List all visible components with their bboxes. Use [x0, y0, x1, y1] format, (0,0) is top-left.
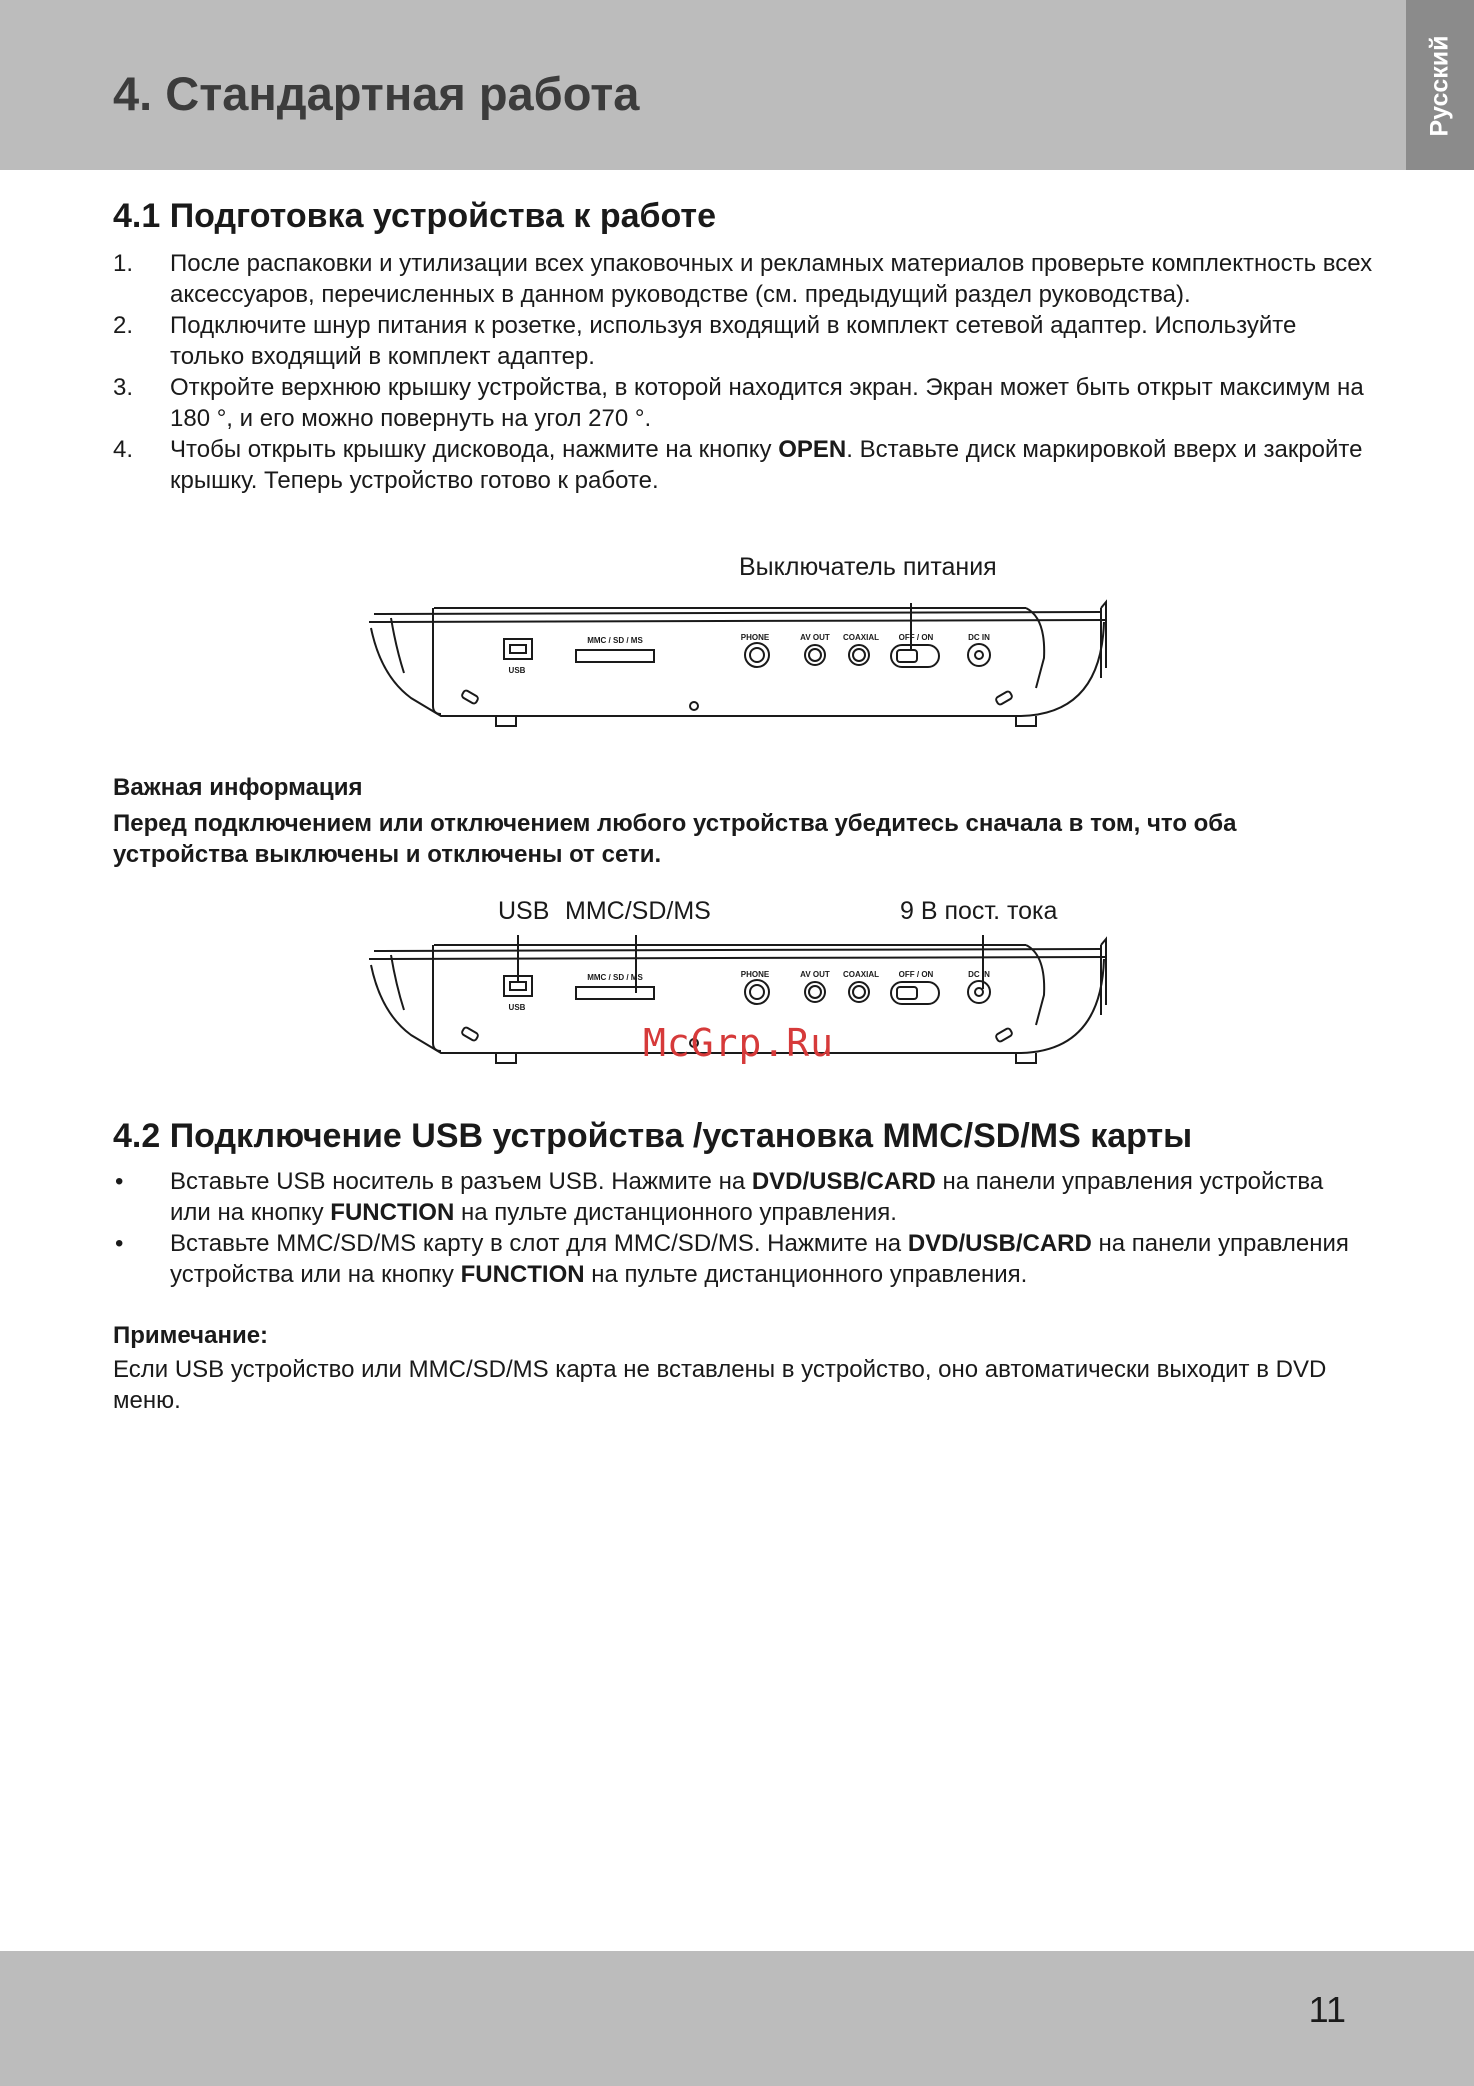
- list-item: • Вставьте MMC/SD/MS карту в слот для MMC/SD/MS. Нажмите на DVD/USB/CARD на панели управления устройства или на кнопку FUNCTION на пульте дистанционного управления.: [115, 1230, 1349, 1288]
- device-side-panel-figure-1: [366, 598, 1116, 733]
- power-switch-label: OFF / ON: [898, 633, 934, 642]
- dc-in-label: DC IN: [968, 633, 990, 642]
- important-info-text: Перед подключением или отключением любого устройства убедитесь сначала в том, что оба устройства выключены и отключены от сети.: [113, 810, 1237, 868]
- list-item: 4. Чтобы открыть крышку дисковода, нажмите на кнопку OPEN. Вставьте диск маркировкой вверх и закройте крышку. Теперь устройство готово к работе.: [113, 436, 1363, 494]
- dc-in-label: DC IN: [968, 970, 990, 979]
- power-switch-label: OFF / ON: [898, 970, 934, 979]
- watermark: McGrp.Ru: [643, 1021, 835, 1065]
- phone-jack-label: PHONE: [740, 633, 770, 642]
- section-heading-4-2: 4.2 Подключение USB устройства /установка MMC/SD/MS карты: [113, 1117, 1193, 1155]
- footer-band: [0, 1951, 1474, 2086]
- important-info-title: Важная информация: [113, 774, 363, 801]
- preparation-steps-list: [113, 248, 1373, 496]
- av-out-label: AV OUT: [800, 970, 830, 979]
- power-switch-callout: Выключатель питания: [739, 553, 997, 581]
- usb-port-label: USB: [508, 666, 526, 675]
- coaxial-label: COAXIAL: [843, 970, 879, 979]
- usb-callout: USB: [498, 897, 550, 925]
- usb-port-label: USB: [508, 1003, 526, 1012]
- connection-bullets-list: [113, 1166, 1353, 1290]
- card-slot-label: MMC / SD / MS: [587, 973, 643, 982]
- coaxial-label: COAXIAL: [843, 633, 879, 642]
- section-heading-4-1: 4.1 Подготовка устройства к работе: [113, 197, 716, 235]
- list-item: 2. Подключите шнур питания к розетке, используя входящий в комплект сетевой адаптер. Используйте только входящий в комплект адаптер.: [113, 312, 1297, 370]
- note-text: Если USB устройство или MMC/SD/MS карта не вставлены в устройство, оно автоматически выходит в DVD меню.: [113, 1356, 1327, 1414]
- dc-input-callout: 9 В пост. тока: [900, 897, 1058, 925]
- card-slot-callout: MMC/SD/MS: [565, 897, 711, 925]
- language-tab: [1406, 0, 1474, 170]
- list-item: 3. Откройте верхнюю крышку устройства, в которой находится экран. Экран может быть открыт максимум на 180 °, и его можно повернуть на угол 270 °.: [113, 374, 1364, 432]
- note-title: Примечание:: [113, 1322, 269, 1349]
- list-item: • Вставьте USB носитель в разъем USB. Нажмите на DVD/USB/CARD на панели управления устройства или на кнопку FUNCTION на пульте дистанционного управления.: [115, 1168, 1324, 1226]
- language-tab-label: Русский: [1425, 35, 1454, 137]
- header-band: [0, 0, 1406, 170]
- phone-jack-label: PHONE: [740, 970, 770, 979]
- page-title: 4. Стандартная работа: [113, 67, 640, 120]
- page-number: 11: [1308, 1989, 1346, 2030]
- card-slot-label: MMC / SD / MS: [587, 636, 643, 645]
- av-out-label: AV OUT: [800, 633, 830, 642]
- list-item: 1. После распаковки и утилизации всех упаковочных и рекламных материалов проверьте комплектность всех аксессуаров, перечисленных в данном руководстве (см. предыдущий раздел руководства).: [113, 250, 1373, 308]
